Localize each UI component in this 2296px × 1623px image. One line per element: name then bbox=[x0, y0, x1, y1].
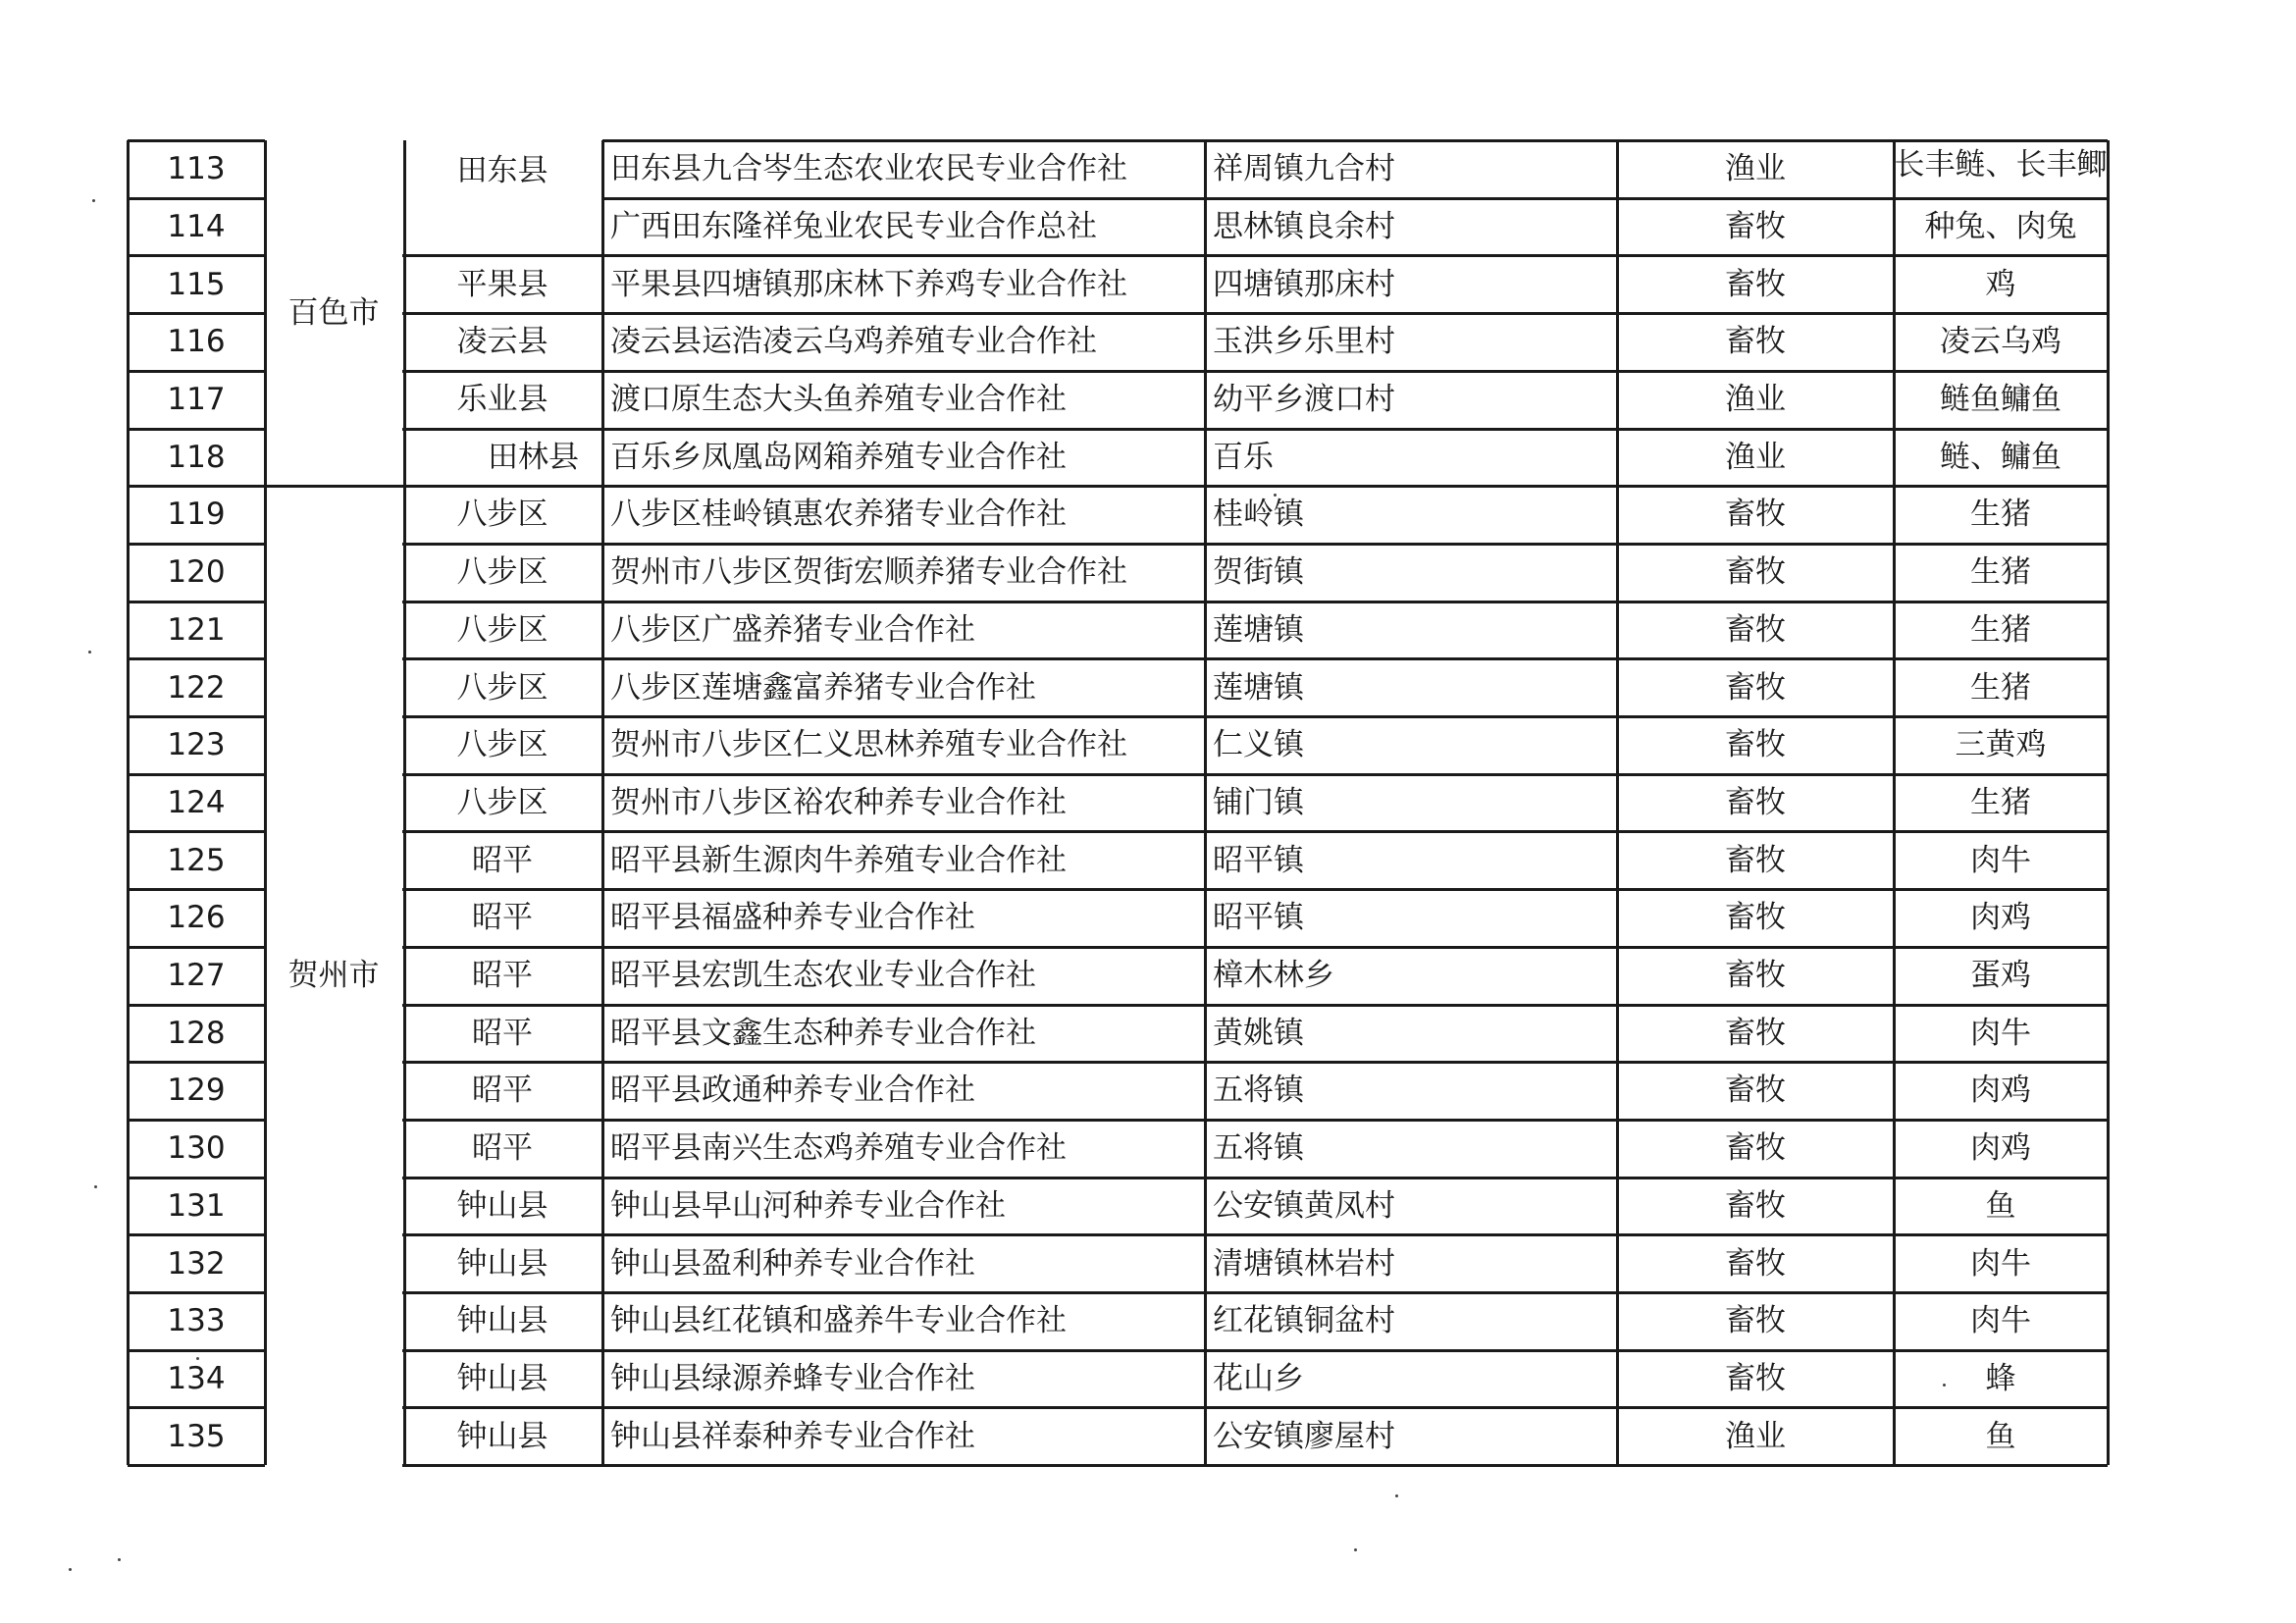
industry: 畜牧 bbox=[1725, 1187, 1786, 1224]
county-divider bbox=[402, 715, 602, 718]
county-divider bbox=[402, 601, 602, 603]
row-divider bbox=[602, 543, 2108, 546]
location: 四塘镇那床村 bbox=[1213, 266, 1395, 302]
row-divider bbox=[128, 1061, 265, 1064]
cooperative-name: 钟山县早山河种养专业合作社 bbox=[610, 1187, 1006, 1224]
cooperative-name: 钟山县盈利种养专业合作社 bbox=[610, 1245, 975, 1282]
industry: 畜牧 bbox=[1725, 1245, 1786, 1282]
row-divider bbox=[602, 1177, 2108, 1179]
county-name: 田东县 bbox=[456, 153, 548, 188]
industry: 畜牧 bbox=[1725, 842, 1786, 878]
row-divider bbox=[128, 1177, 265, 1179]
main-product: 鲢、鳙鱼 bbox=[1940, 439, 2061, 475]
row-divider bbox=[602, 254, 2108, 257]
county-divider bbox=[402, 543, 602, 546]
industry: 畜牧 bbox=[1725, 784, 1786, 820]
row-divider bbox=[602, 830, 2108, 833]
column-divider bbox=[601, 140, 604, 1465]
cooperative-name: 昭平县宏凯生态农业专业合作社 bbox=[610, 958, 1036, 994]
row-divider bbox=[128, 254, 265, 257]
county-divider bbox=[402, 312, 602, 315]
location: 五将镇 bbox=[1213, 1130, 1304, 1167]
cooperative-name: 昭平县政通种养专业合作社 bbox=[610, 1073, 975, 1109]
location: 玉洪乡乐里村 bbox=[1213, 324, 1395, 360]
location: 昭平镇 bbox=[1213, 900, 1304, 936]
row-divider bbox=[602, 601, 2108, 603]
row-divider bbox=[602, 1349, 2108, 1352]
county-name: 钟山县 bbox=[456, 1245, 548, 1282]
row-divider bbox=[128, 715, 265, 718]
cooperative-name: 昭平县福盛种养专业合作社 bbox=[610, 900, 975, 936]
main-product: 鱼 bbox=[1985, 1187, 2016, 1224]
county-divider bbox=[402, 428, 602, 431]
row-divider bbox=[128, 428, 265, 431]
industry: 畜牧 bbox=[1725, 611, 1786, 648]
main-product: 鲢鱼鳙鱼 bbox=[1940, 382, 2061, 418]
county-name: 八步区 bbox=[456, 784, 548, 820]
main-product: 肉牛 bbox=[1970, 1303, 2031, 1339]
main-product: 生猪 bbox=[1970, 497, 2031, 533]
scan-speck bbox=[88, 651, 91, 654]
county-name: 钟山县 bbox=[456, 1418, 548, 1454]
scan-speck bbox=[1354, 1548, 1357, 1551]
row-number: 114 bbox=[167, 208, 226, 244]
row-divider bbox=[128, 946, 265, 949]
location: 贺街镇 bbox=[1213, 554, 1304, 591]
scan-speck bbox=[196, 1357, 199, 1360]
city-divider bbox=[265, 485, 402, 488]
main-product: 生猪 bbox=[1970, 554, 2031, 591]
row-number: 117 bbox=[167, 382, 226, 418]
row-divider bbox=[128, 1349, 265, 1352]
row-number: 133 bbox=[167, 1303, 226, 1339]
industry: 渔业 bbox=[1725, 1418, 1786, 1454]
location: 清塘镇林岩村 bbox=[1213, 1245, 1395, 1282]
row-number: 122 bbox=[167, 669, 226, 706]
county-name: 八步区 bbox=[456, 497, 548, 533]
main-product: 蜂 bbox=[1985, 1360, 2016, 1396]
industry: 畜牧 bbox=[1725, 1130, 1786, 1167]
row-number: 118 bbox=[167, 439, 226, 475]
main-product: 肉鸡 bbox=[1970, 1073, 2031, 1109]
industry: 畜牧 bbox=[1725, 208, 1786, 244]
scan-speck bbox=[1943, 1384, 1946, 1387]
cooperative-name: 百乐乡凤凰岛网箱养殖专业合作社 bbox=[610, 439, 1067, 475]
column-divider bbox=[403, 140, 406, 1465]
county-divider bbox=[402, 370, 602, 373]
main-product: 三黄鸡 bbox=[1955, 727, 2047, 763]
row-divider bbox=[602, 1233, 2108, 1236]
main-product: 生猪 bbox=[1970, 669, 2031, 706]
row-divider bbox=[128, 601, 265, 603]
main-product: 鱼 bbox=[1985, 1418, 2016, 1454]
cooperative-name: 平果县四塘镇那床林下养鸡专业合作社 bbox=[610, 266, 1127, 302]
county-divider bbox=[402, 1061, 602, 1064]
county-divider bbox=[402, 1119, 602, 1122]
industry: 渔业 bbox=[1725, 439, 1786, 475]
row-number: 135 bbox=[167, 1418, 226, 1454]
row-divider bbox=[602, 1119, 2108, 1122]
industry: 畜牧 bbox=[1725, 554, 1786, 591]
row-divider bbox=[128, 1004, 265, 1007]
main-product: 肉牛 bbox=[1970, 1245, 2031, 1282]
location: 公安镇廖屋村 bbox=[1213, 1418, 1395, 1454]
county-divider bbox=[402, 1233, 602, 1236]
scan-speck bbox=[69, 1568, 72, 1571]
industry: 畜牧 bbox=[1725, 1360, 1786, 1396]
industry: 畜牧 bbox=[1725, 900, 1786, 936]
cooperative-name: 昭平县文鑫生态种养专业合作社 bbox=[610, 1015, 1036, 1051]
county-divider bbox=[402, 657, 602, 660]
scan-speck bbox=[94, 1185, 97, 1188]
county-name: 八步区 bbox=[456, 554, 548, 591]
county-name: 昭平 bbox=[472, 1015, 533, 1051]
location: 五将镇 bbox=[1213, 1073, 1304, 1109]
scan-speck bbox=[1395, 1494, 1398, 1497]
cooperative-name: 凌云县运浩凌云乌鸡养殖专业合作社 bbox=[610, 324, 1097, 360]
column-divider bbox=[1616, 140, 1619, 1465]
main-product: 肉鸡 bbox=[1970, 900, 2031, 936]
row-divider bbox=[602, 946, 2108, 949]
county-divider bbox=[402, 1004, 602, 1007]
column-divider bbox=[264, 140, 267, 1465]
row-divider bbox=[602, 1061, 2108, 1064]
row-divider bbox=[128, 1233, 265, 1236]
county-divider bbox=[402, 946, 602, 949]
row-number: 127 bbox=[167, 958, 226, 994]
row-divider bbox=[128, 543, 265, 546]
county-name: 八步区 bbox=[456, 611, 548, 648]
main-product: 长丰鲢、长丰鲫 bbox=[1894, 147, 2108, 183]
city-name: 百色市 bbox=[287, 295, 380, 332]
location: 莲塘镇 bbox=[1213, 669, 1304, 706]
county-name: 乐业县 bbox=[456, 382, 548, 418]
location: 百乐 bbox=[1213, 439, 1274, 475]
county-name: 钟山县 bbox=[456, 1303, 548, 1339]
row-divider bbox=[602, 485, 2108, 488]
row-divider bbox=[128, 1406, 265, 1409]
row-number: 119 bbox=[167, 497, 226, 533]
row-number: 129 bbox=[167, 1073, 226, 1109]
table-left-border bbox=[127, 140, 130, 1465]
row-divider bbox=[128, 773, 265, 776]
row-divider bbox=[128, 312, 265, 315]
location: 莲塘镇 bbox=[1213, 611, 1304, 648]
row-divider bbox=[128, 197, 265, 200]
main-product: 凌云乌鸡 bbox=[1940, 324, 2061, 360]
location: 桂岭镇 bbox=[1213, 497, 1304, 533]
cooperative-name: 钟山县祥泰种养专业合作社 bbox=[610, 1418, 975, 1454]
county-divider bbox=[402, 1177, 602, 1179]
table-bottom-border bbox=[128, 1464, 265, 1467]
scan-speck bbox=[118, 1558, 121, 1561]
industry: 畜牧 bbox=[1725, 727, 1786, 763]
location: 幼平乡渡口村 bbox=[1213, 382, 1395, 418]
county-name: 八步区 bbox=[456, 669, 548, 706]
location: 铺门镇 bbox=[1213, 784, 1304, 820]
column-divider bbox=[1204, 140, 1207, 1465]
industry: 畜牧 bbox=[1725, 324, 1786, 360]
row-divider bbox=[602, 428, 2108, 431]
row-number: 124 bbox=[167, 784, 226, 820]
row-divider bbox=[128, 370, 265, 373]
location: 公安镇黄凤村 bbox=[1213, 1187, 1395, 1224]
industry: 渔业 bbox=[1725, 151, 1786, 187]
row-divider bbox=[602, 370, 2108, 373]
county-divider bbox=[402, 830, 602, 833]
cooperative-name: 八步区桂岭镇惠农养猪专业合作社 bbox=[610, 497, 1067, 533]
county-divider bbox=[402, 1291, 602, 1294]
row-divider bbox=[602, 657, 2108, 660]
county-divider bbox=[402, 485, 602, 488]
county-name: 昭平 bbox=[472, 1130, 533, 1167]
location: 祥周镇九合村 bbox=[1213, 151, 1395, 187]
row-divider bbox=[128, 1119, 265, 1122]
row-number: 134 bbox=[167, 1360, 226, 1396]
row-divider bbox=[128, 888, 265, 891]
location: 仁义镇 bbox=[1213, 727, 1304, 763]
location: 花山乡 bbox=[1213, 1360, 1304, 1396]
industry: 渔业 bbox=[1725, 382, 1786, 418]
row-divider bbox=[128, 1291, 265, 1294]
row-number: 113 bbox=[167, 151, 226, 187]
scan-speck bbox=[92, 199, 95, 202]
location: 红花镇铜盆村 bbox=[1213, 1303, 1395, 1339]
industry: 畜牧 bbox=[1725, 1073, 1786, 1109]
row-divider bbox=[602, 197, 2108, 200]
county-name: 平果县 bbox=[456, 266, 548, 302]
county-divider bbox=[402, 888, 602, 891]
row-divider bbox=[602, 773, 2108, 776]
table-right-border bbox=[2107, 140, 2110, 1465]
row-divider bbox=[128, 657, 265, 660]
table-bottom-border bbox=[402, 1464, 2108, 1467]
industry: 畜牧 bbox=[1725, 958, 1786, 994]
row-number: 115 bbox=[167, 266, 226, 302]
location: 樟木林乡 bbox=[1213, 958, 1334, 994]
table-top-border bbox=[602, 139, 2108, 142]
city-name: 贺州市 bbox=[287, 958, 380, 994]
row-number: 128 bbox=[167, 1015, 226, 1051]
county-name: 昭平 bbox=[472, 1073, 533, 1109]
location: 黄姚镇 bbox=[1213, 1015, 1304, 1051]
row-number: 126 bbox=[167, 900, 226, 936]
main-product: 生猪 bbox=[1970, 784, 2031, 820]
cooperative-table bbox=[128, 140, 2123, 1467]
cooperative-name: 昭平县新生源肉牛养殖专业合作社 bbox=[610, 842, 1067, 878]
county-name: 凌云县 bbox=[456, 324, 548, 360]
industry: 畜牧 bbox=[1725, 266, 1786, 302]
row-divider bbox=[602, 888, 2108, 891]
cooperative-name: 田东县九合岑生态农业农民专业合作社 bbox=[610, 151, 1127, 187]
cooperative-name: 八步区莲塘鑫富养猪专业合作社 bbox=[610, 669, 1036, 706]
table-top-border bbox=[128, 139, 265, 142]
county-name: 昭平 bbox=[472, 958, 533, 994]
county-name: 钟山县 bbox=[456, 1360, 548, 1396]
row-divider bbox=[602, 1004, 2108, 1007]
county-name: 钟山县 bbox=[456, 1187, 548, 1224]
county-name: 昭平 bbox=[472, 842, 533, 878]
main-product: 生猪 bbox=[1970, 611, 2031, 648]
row-number: 131 bbox=[167, 1187, 226, 1224]
cooperative-name: 钟山县红花镇和盛养牛专业合作社 bbox=[610, 1303, 1067, 1339]
industry: 畜牧 bbox=[1725, 497, 1786, 533]
industry: 畜牧 bbox=[1725, 1303, 1786, 1339]
location: 昭平镇 bbox=[1213, 842, 1304, 878]
main-product: 种兔、肉兔 bbox=[1924, 208, 2077, 244]
row-number: 123 bbox=[167, 727, 226, 763]
row-divider bbox=[602, 1406, 2108, 1409]
row-divider bbox=[128, 830, 265, 833]
scan-speck bbox=[1274, 494, 1277, 497]
county-name: 八步区 bbox=[456, 727, 548, 763]
main-product: 鸡 bbox=[1985, 266, 2016, 302]
industry: 畜牧 bbox=[1725, 669, 1786, 706]
main-product: 肉牛 bbox=[1970, 1015, 2031, 1051]
row-number: 116 bbox=[167, 324, 226, 360]
cooperative-name: 昭平县南兴生态鸡养殖专业合作社 bbox=[610, 1130, 1067, 1167]
county-divider bbox=[402, 773, 602, 776]
row-number: 121 bbox=[167, 611, 226, 648]
row-number: 130 bbox=[167, 1130, 226, 1167]
cooperative-name: 渡口原生态大头鱼养殖专业合作社 bbox=[610, 382, 1067, 418]
county-name: 昭平 bbox=[472, 900, 533, 936]
cooperative-name: 八步区广盛养猪专业合作社 bbox=[610, 611, 975, 648]
main-product: 肉牛 bbox=[1970, 842, 2031, 878]
county-divider bbox=[402, 254, 602, 257]
row-divider bbox=[602, 715, 2108, 718]
column-divider bbox=[1893, 140, 1896, 1465]
main-product: 蛋鸡 bbox=[1970, 958, 2031, 994]
row-divider bbox=[128, 485, 265, 488]
row-divider bbox=[602, 1291, 2108, 1294]
county-divider bbox=[402, 1349, 602, 1352]
cooperative-name: 贺州市八步区贺街宏顺养猪专业合作社 bbox=[610, 554, 1127, 591]
industry: 畜牧 bbox=[1725, 1015, 1786, 1051]
main-product: 肉鸡 bbox=[1970, 1130, 2031, 1167]
county-divider bbox=[402, 1406, 602, 1409]
cooperative-name: 广西田东隆祥兔业农民专业合作总社 bbox=[610, 208, 1097, 244]
row-number: 132 bbox=[167, 1245, 226, 1282]
location: 思林镇良余村 bbox=[1213, 208, 1395, 244]
row-number: 125 bbox=[167, 842, 226, 878]
row-number: 120 bbox=[167, 554, 226, 591]
cooperative-name: 钟山县绿源养蜂专业合作社 bbox=[610, 1360, 975, 1396]
cooperative-name: 贺州市八步区仁义思林养殖专业合作社 bbox=[610, 727, 1127, 763]
row-divider bbox=[602, 312, 2108, 315]
county-name: 田林县 bbox=[488, 439, 579, 475]
cooperative-name: 贺州市八步区裕农种养专业合作社 bbox=[610, 784, 1067, 820]
